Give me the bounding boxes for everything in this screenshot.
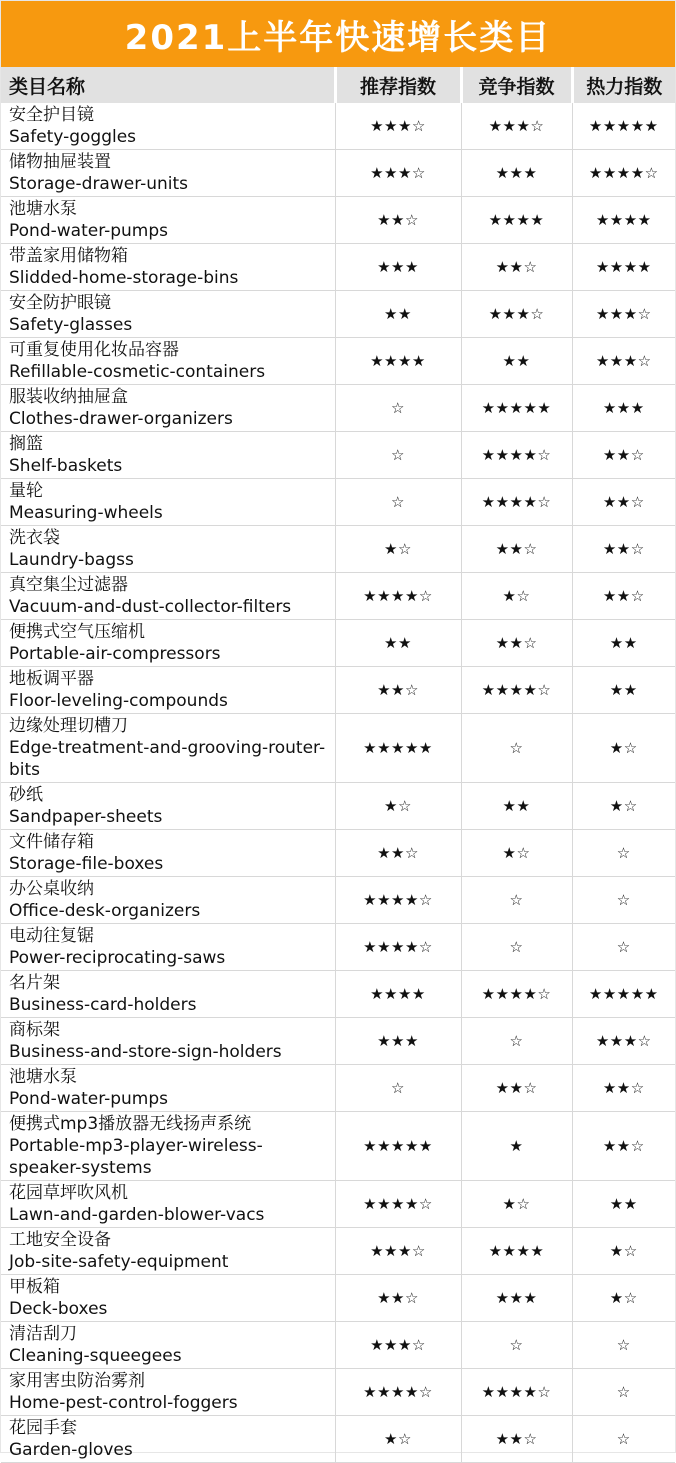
category-name-zh: 花园手套: [9, 1418, 77, 1438]
competition-rating: ★★☆: [461, 1416, 572, 1463]
category-name-en: Portable-air-compressors: [9, 644, 221, 664]
category-name-zh: 办公桌收纳: [9, 879, 94, 899]
heat-rating: ★★: [572, 667, 675, 714]
recommend-rating: ☆: [335, 479, 461, 526]
heat-rating: ★★★★☆: [572, 150, 675, 197]
category-name-cell: [1, 924, 335, 971]
heat-rating: ★★★☆: [572, 338, 675, 385]
heat-rating: ★★☆: [572, 479, 675, 526]
category-name-cell: [1, 1065, 335, 1112]
category-name-zh: 工地安全设备: [9, 1230, 111, 1250]
competition-rating: ★★★☆: [461, 291, 572, 338]
category-name-cell: [1, 197, 335, 244]
competition-rating: ★☆: [461, 830, 572, 877]
category-name-en: Clothes-drawer-organizers: [9, 409, 233, 429]
competition-rating: ☆: [461, 924, 572, 971]
competition-rating: ★★★★☆: [461, 667, 572, 714]
heat-rating: ★★★☆: [572, 291, 675, 338]
recommend-rating: ★★★☆: [335, 103, 461, 150]
heat-rating: ★★★: [572, 385, 675, 432]
category-table: [1, 67, 675, 1463]
table-row: [1, 150, 675, 197]
category-name-zh: 洗衣袋: [9, 528, 60, 548]
category-name-zh: 清洁刮刀: [9, 1324, 77, 1344]
heat-rating: ★☆: [572, 1275, 675, 1322]
category-name-cell: [1, 244, 335, 291]
category-name-cell: [1, 1018, 335, 1065]
recommend-rating: ★★★★☆: [335, 573, 461, 620]
category-name-en: Edge-treatment-and-grooving-router-bits: [9, 738, 326, 780]
category-name-en: Safety-glasses: [9, 315, 133, 335]
category-name-cell: [1, 667, 335, 714]
category-name-zh: 服装收纳抽屉盒: [9, 387, 128, 407]
category-name-cell: [1, 1275, 335, 1322]
category-name-zh: 花园草坪吹风机: [9, 1183, 128, 1203]
category-name-zh: 搁篮: [9, 434, 43, 454]
heat-rating: ★★★☆: [572, 1018, 675, 1065]
table-row: [1, 714, 675, 783]
category-name-en: Pond-water-pumps: [9, 1089, 169, 1109]
page-title: 2021上半年快速增长类目: [1, 1, 675, 67]
header-recommend-index: 推荐指数: [335, 67, 461, 103]
competition-rating: ★★☆: [461, 244, 572, 291]
heat-rating: ★☆: [572, 783, 675, 830]
category-name-cell: [1, 1416, 335, 1463]
competition-rating: ★★★: [461, 1275, 572, 1322]
category-name-zh: 边缘处理切槽刀: [9, 716, 128, 736]
recommend-rating: ★★★★: [335, 338, 461, 385]
recommend-rating: ★★★★: [335, 971, 461, 1018]
recommend-rating: ★★☆: [335, 197, 461, 244]
recommend-rating: ★★★: [335, 1018, 461, 1065]
table-row: [1, 432, 675, 479]
table-row: [1, 1018, 675, 1065]
category-name-en: Storage-drawer-units: [9, 174, 189, 194]
category-name-cell: [1, 1112, 335, 1181]
table-row: [1, 479, 675, 526]
category-name-zh: 安全防护眼镜: [9, 293, 111, 313]
heat-rating: ★★★★: [572, 197, 675, 244]
table-row: [1, 526, 675, 573]
category-name-cell: [1, 385, 335, 432]
competition-rating: ★★★★: [461, 1228, 572, 1275]
category-name-zh: 家用害虫防治雾剂: [9, 1371, 145, 1391]
category-name-zh: 带盖家用储物箱: [9, 246, 128, 266]
category-name-cell: [1, 783, 335, 830]
recommend-rating: ★★★: [335, 244, 461, 291]
category-name-cell: [1, 479, 335, 526]
category-name-cell: [1, 432, 335, 479]
heat-rating: ☆: [572, 830, 675, 877]
table-row: [1, 291, 675, 338]
recommend-rating: ★★★★☆: [335, 1181, 461, 1228]
heat-rating: ★★☆: [572, 1065, 675, 1112]
recommend-rating: ☆: [335, 385, 461, 432]
category-name-cell: [1, 714, 335, 783]
table-row: [1, 338, 675, 385]
recommend-rating: ★★★★☆: [335, 877, 461, 924]
category-name-en: Power-reciprocating-saws: [9, 948, 226, 968]
recommend-rating: ★★★☆: [335, 1322, 461, 1369]
competition-rating: ★☆: [461, 573, 572, 620]
category-name-cell: [1, 103, 335, 150]
recommend-rating: ★★★★★: [335, 1112, 461, 1181]
heat-rating: ★★★★★: [572, 103, 675, 150]
category-name-en: Business-card-holders: [9, 995, 197, 1015]
category-name-en: Vacuum-and-dust-collector-filters: [9, 597, 292, 617]
table-row: [1, 1112, 675, 1181]
competition-rating: ★★★★☆: [461, 479, 572, 526]
recommend-rating: ★☆: [335, 526, 461, 573]
heat-rating: ☆: [572, 1416, 675, 1463]
category-name-en: Lawn-and-garden-blower-vacs: [9, 1205, 265, 1225]
recommend-rating: ☆: [335, 1065, 461, 1112]
category-name-zh: 池塘水泵: [9, 199, 77, 219]
category-name-en: Garden-gloves: [9, 1440, 133, 1460]
heat-rating: ★★: [572, 1181, 675, 1228]
category-name-zh: 名片架: [9, 973, 60, 993]
competition-rating: ★★★★★: [461, 385, 572, 432]
recommend-rating: ★★☆: [335, 830, 461, 877]
category-name-en: Portable-mp3-player-wireless-speaker-systems: [9, 1136, 263, 1178]
category-name-zh: 池塘水泵: [9, 1067, 77, 1087]
category-name-zh: 商标架: [9, 1020, 60, 1040]
table-row: [1, 244, 675, 291]
category-name-zh: 文件储存箱: [9, 832, 94, 852]
category-name-cell: [1, 338, 335, 385]
competition-rating: ★★☆: [461, 1065, 572, 1112]
recommend-rating: ★★★☆: [335, 150, 461, 197]
category-name-cell: [1, 830, 335, 877]
recommend-rating: ★★☆: [335, 667, 461, 714]
table-row: [1, 877, 675, 924]
table-row: [1, 783, 675, 830]
category-name-zh: 储物抽屉装置: [9, 152, 111, 172]
competition-rating: ★★☆: [461, 620, 572, 667]
competition-rating: ★★★★☆: [461, 971, 572, 1018]
category-name-cell: [1, 526, 335, 573]
competition-rating: ★★: [461, 783, 572, 830]
category-name-cell: [1, 150, 335, 197]
heat-rating: ★★☆: [572, 573, 675, 620]
heat-rating: ☆: [572, 1322, 675, 1369]
category-name-cell: [1, 573, 335, 620]
table-row: [1, 667, 675, 714]
recommend-rating: ☆: [335, 432, 461, 479]
heat-rating: ★☆: [572, 1228, 675, 1275]
heat-rating: ☆: [572, 1369, 675, 1416]
category-name-en: Floor-leveling-compounds: [9, 691, 228, 711]
heat-rating: ★★☆: [572, 526, 675, 573]
heat-rating: ★★☆: [572, 1112, 675, 1181]
header-heat-index: 热力指数: [572, 67, 675, 103]
table-row: [1, 924, 675, 971]
category-name-en: Sandpaper-sheets: [9, 807, 163, 827]
table-row: [1, 1065, 675, 1112]
heat-rating: ★★★★: [572, 244, 675, 291]
competition-rating: ☆: [461, 1018, 572, 1065]
category-name-en: Measuring-wheels: [9, 503, 163, 523]
category-name-zh: 安全护目镜: [9, 105, 94, 125]
category-name-en: Shelf-baskets: [9, 456, 123, 476]
category-name-cell: [1, 620, 335, 667]
category-name-zh: 甲板箱: [9, 1277, 60, 1297]
category-name-cell: [1, 1181, 335, 1228]
table-row: [1, 1181, 675, 1228]
category-name-en: Laundry-bagss: [9, 550, 134, 570]
competition-rating: ★★★★☆: [461, 432, 572, 479]
category-name-cell: [1, 1369, 335, 1416]
table-row: [1, 971, 675, 1018]
category-name-en: Cleaning-squeegees: [9, 1346, 182, 1366]
category-name-zh: 地板调平器: [9, 669, 94, 689]
category-name-cell: [1, 1228, 335, 1275]
table-row: [1, 385, 675, 432]
competition-rating: ★☆: [461, 1181, 572, 1228]
recommend-rating: ★★☆: [335, 1275, 461, 1322]
category-name-zh: 砂纸: [9, 785, 43, 805]
heat-rating: ★★: [572, 620, 675, 667]
competition-rating: ☆: [461, 877, 572, 924]
category-name-cell: [1, 971, 335, 1018]
table-row: [1, 1275, 675, 1322]
category-name-zh: 便携式空气压缩机: [9, 622, 145, 642]
category-name-zh: 便携式mp3播放器无线扬声系统: [9, 1114, 252, 1134]
table-row: [1, 830, 675, 877]
table-row: [1, 1369, 675, 1416]
table-row: [1, 197, 675, 244]
recommend-rating: ★☆: [335, 1416, 461, 1463]
table-row: [1, 1228, 675, 1275]
heat-rating: ☆: [572, 877, 675, 924]
category-name-zh: 量轮: [9, 481, 43, 501]
heat-rating: ★★☆: [572, 432, 675, 479]
category-name-en: Deck-boxes: [9, 1299, 108, 1319]
category-name-cell: [1, 291, 335, 338]
competition-rating: ★★: [461, 338, 572, 385]
competition-rating: ☆: [461, 1322, 572, 1369]
recommend-rating: ★★★★☆: [335, 924, 461, 971]
category-name-cell: [1, 877, 335, 924]
heat-rating: ★★★★★: [572, 971, 675, 1018]
recommend-rating: ★☆: [335, 783, 461, 830]
heat-rating: ★☆: [572, 714, 675, 783]
category-name-en: Business-and-store-sign-holders: [9, 1042, 282, 1062]
competition-rating: ★★★★: [461, 197, 572, 244]
table-row: [1, 620, 675, 667]
category-name-zh: 真空集尘过滤器: [9, 575, 128, 595]
competition-rating: ★★★: [461, 150, 572, 197]
recommend-rating: ★★★★★: [335, 714, 461, 783]
competition-rating: ★★★★☆: [461, 1369, 572, 1416]
recommend-rating: ★★: [335, 620, 461, 667]
category-name-en: Safety-goggles: [9, 127, 137, 147]
table-row: [1, 573, 675, 620]
table-header-row: [1, 67, 675, 103]
category-name-en: Slidded-home-storage-bins: [9, 268, 239, 288]
header-category-name: 类目名称: [1, 67, 335, 103]
category-name-zh: 电动往复锯: [9, 926, 94, 946]
competition-rating: ☆: [461, 714, 572, 783]
category-name-en: Refillable-cosmetic-containers: [9, 362, 266, 382]
category-name-en: Storage-file-boxes: [9, 854, 164, 874]
header-competition-index: 竞争指数: [461, 67, 572, 103]
category-name-zh: 可重复使用化妆品容器: [9, 340, 179, 360]
table-row: [1, 103, 675, 150]
competition-rating: ★★★☆: [461, 103, 572, 150]
table-row: [1, 1416, 675, 1463]
recommend-rating: ★★★★☆: [335, 1369, 461, 1416]
competition-rating: ★★☆: [461, 526, 572, 573]
recommend-rating: ★★★☆: [335, 1228, 461, 1275]
competition-rating: ★: [461, 1112, 572, 1181]
category-name-cell: [1, 1322, 335, 1369]
category-name-en: Home-pest-control-foggers: [9, 1393, 238, 1413]
heat-rating: ☆: [572, 924, 675, 971]
category-name-en: Pond-water-pumps: [9, 221, 169, 241]
table-row: [1, 1322, 675, 1369]
category-name-en: Job-site-safety-equipment: [9, 1252, 229, 1272]
recommend-rating: ★★: [335, 291, 461, 338]
category-name-en: Office-desk-organizers: [9, 901, 201, 921]
